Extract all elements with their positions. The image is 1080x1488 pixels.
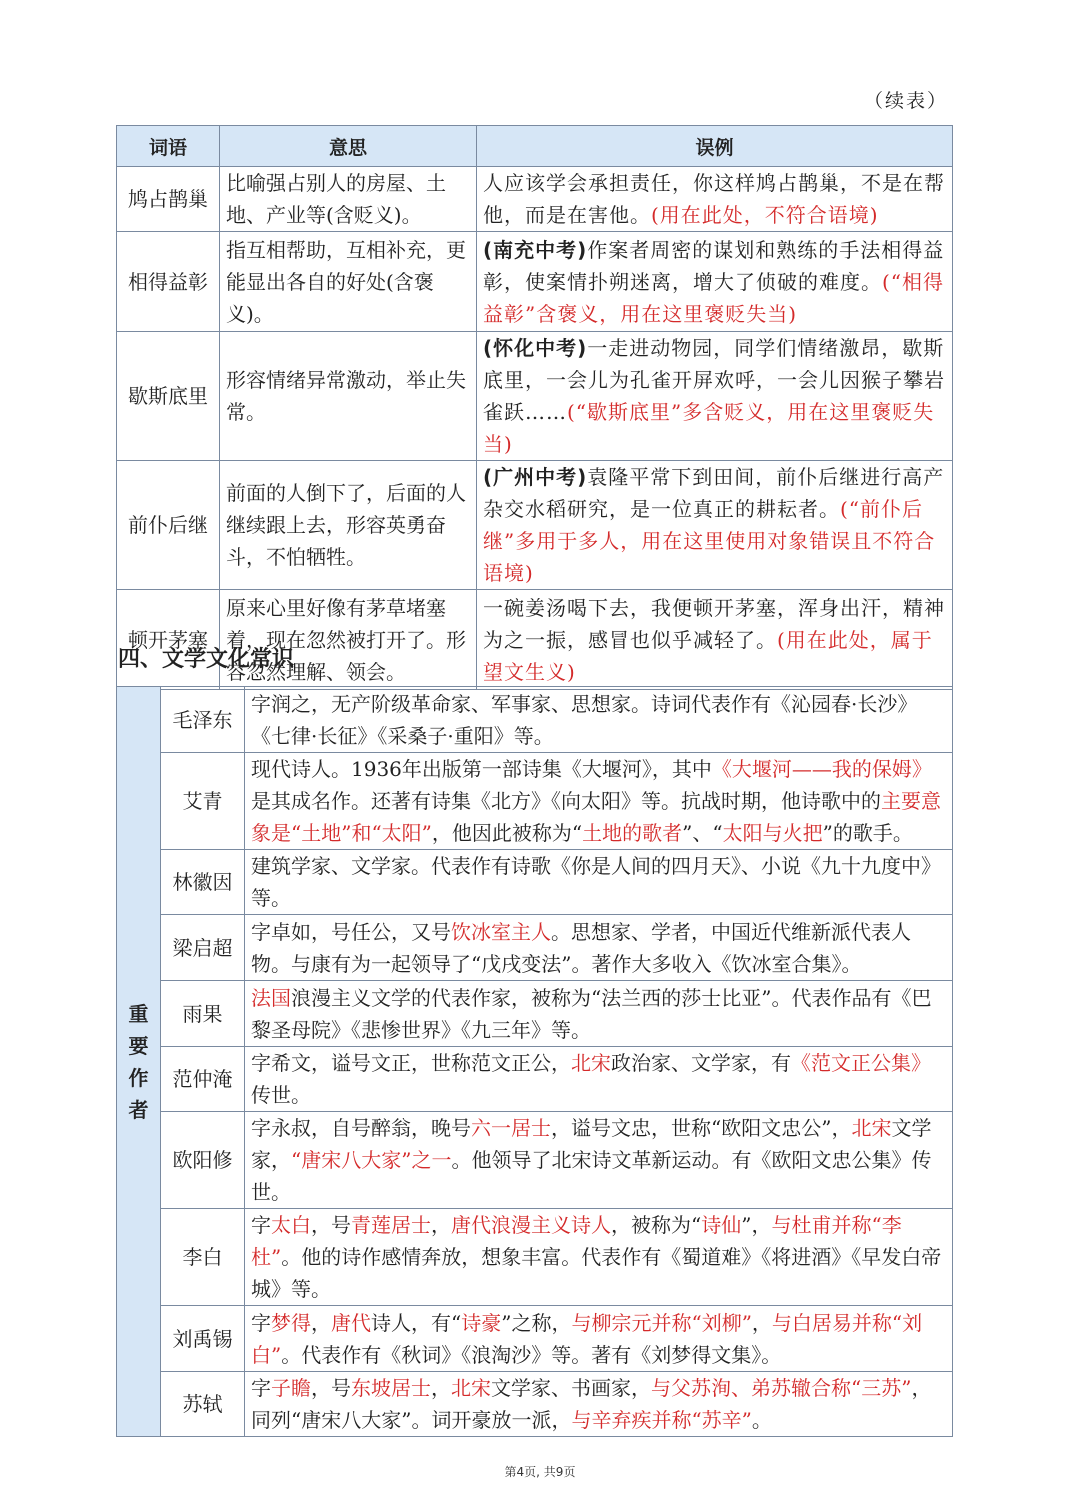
highlight-text: 东坡居士	[351, 1376, 431, 1400]
error-note: (用在此处，不符合语境)	[651, 203, 879, 227]
description-text: ，	[431, 1376, 451, 1400]
vocab-meaning: 比喻强占别人的房屋、土地、产业等(含贬义)。	[220, 167, 477, 232]
description-text: 。代表作有《秋词》《浪淘沙》等。著有《刘梦得文集》。	[281, 1342, 782, 1367]
error-note: (“前仆后继”多用于多人，用在这里使用对象错误且不符合语境)	[483, 497, 936, 585]
vocab-row	[117, 232, 953, 332]
highlight-text: 诗仙	[701, 1213, 742, 1237]
highlight-text: 与白居易并称“刘白”	[251, 1310, 923, 1367]
vocab-row	[117, 461, 953, 590]
section-heading: 四、文学文化常识	[118, 647, 295, 672]
exam-source-tag: (怀化中考)	[483, 336, 588, 360]
example-sentence: 一碗姜汤喝下去，我便顿开茅塞，浑身出汗，精神为之一振，感冒也似乎减轻了。	[483, 595, 945, 652]
description-text: 字	[251, 1376, 271, 1400]
highlight-text: 梦得	[271, 1310, 311, 1335]
author-name: 林徽因	[161, 850, 245, 915]
description-text: ，号	[311, 1213, 351, 1237]
description-text: 字希文，谥号文正，世称范文正公，	[251, 1051, 571, 1075]
author-row	[117, 981, 953, 1047]
description-text: ”、“	[682, 821, 723, 845]
side-label-char: 要	[128, 1033, 149, 1058]
continued-label: （续表）	[863, 90, 948, 112]
vocab-meaning: 原来心里好像有茅草堵塞着，现在忽然被打开了。形容忽然理解、领会。	[220, 590, 477, 690]
highlight-text: 太阳与火把	[722, 821, 823, 845]
author-row	[117, 1112, 953, 1209]
highlight-text: 诗豪	[461, 1310, 502, 1335]
highlight-text: 子瞻	[271, 1376, 311, 1400]
highlight-text: 北宋	[851, 1116, 892, 1140]
author-description	[245, 753, 953, 850]
side-label-char: 重	[128, 1001, 149, 1026]
description-text: 字润之，无产阶级革命家、军事家、思想家。诗词代表作有《沁园春·长沙》《七律·长征》《采桑子·重阳》等。	[251, 691, 918, 748]
vocab-example	[477, 332, 953, 461]
author-row	[117, 1372, 953, 1437]
vocab-row	[117, 332, 953, 461]
vocab-word: 相得益彰	[117, 232, 220, 332]
highlight-text: 主要意象是“土地”和“太阳”	[251, 789, 941, 845]
vocab-meaning: 指互相帮助，互相补充，更能显出各自的好处(含褒义)。	[220, 232, 477, 332]
author-row	[117, 1047, 953, 1112]
highlight-text: 青莲居士	[351, 1213, 431, 1237]
highlight-text: 与父苏洵、弟苏辙合称“三苏”	[651, 1376, 912, 1400]
author-name: 欧阳修	[161, 1112, 245, 1209]
author-row	[117, 1209, 953, 1306]
description-text: 。他领导了北宋诗文革新运动。有《欧阳文忠公集》传世。	[251, 1148, 932, 1204]
header-meaning: 意思	[220, 126, 477, 167]
author-name: 艾青	[161, 753, 245, 850]
example-sentence: 袁隆平常下到田间，前仆后继进行高产杂交水稻研究，是一位真正的耕耘者。	[483, 465, 945, 521]
description-text: 是其成名作。还著有诗集《北方》《向太阳》等。抗战时期，他诗歌中的	[251, 789, 881, 813]
highlight-text: 唐代浪漫主义诗人	[451, 1213, 611, 1237]
description-text: ，	[311, 1310, 331, 1335]
description-text: 建筑学家、文学家。代表作有诗歌《你是人间的四月天》、小说《九十九度中》等。	[251, 854, 941, 910]
highlight-text: 唐代	[331, 1310, 371, 1335]
description-text: 。思想家、学者，中国近代维新派代表人物。与康有为一起领导了“戊戌变法”。著作大多收入《饮冰室合集》。	[251, 919, 911, 976]
description-text: ，	[431, 1213, 451, 1237]
error-note: (用在此处，属于望文生义)	[483, 627, 933, 684]
vocab-table	[116, 125, 953, 690]
author-name: 梁启超	[161, 915, 245, 981]
highlight-text: 《大堰河——我的保姆》	[711, 757, 932, 781]
author-description	[245, 850, 953, 915]
author-name: 苏轼	[161, 1372, 245, 1437]
description-text: 字	[251, 1310, 271, 1335]
author-row	[117, 687, 953, 753]
page-footer: 第4页, 共9页	[504, 1465, 576, 1479]
highlight-text: 北宋	[571, 1051, 611, 1075]
side-label-char: 者	[128, 1097, 149, 1122]
author-name: 刘禹锡	[161, 1306, 245, 1372]
description-text: ，被称为“	[611, 1213, 702, 1237]
error-note: (“歇斯底里”多含贬义，用在这里褒贬失当)	[483, 400, 935, 456]
description-text: ”，	[741, 1213, 772, 1237]
description-text: 字永叔，自号醉翁，晚号	[251, 1116, 471, 1140]
example-sentence: 人应该学会承担责任，你这样鸠占鹊巢，不是在帮他，而是在害他。	[483, 171, 945, 227]
vocab-example	[477, 461, 953, 590]
side-label	[117, 687, 161, 1437]
description-text: 。他的诗作感情奔放，想象丰富。代表作有《蜀道难》《将进酒》《早发白帝城》等。	[251, 1245, 942, 1301]
vocab-word: 前仆后继	[117, 461, 220, 590]
authors-table	[116, 686, 953, 1437]
vocab-row	[117, 167, 953, 232]
highlight-text: 与柳宗元并称“刘柳”	[571, 1310, 752, 1335]
author-description	[245, 1112, 953, 1209]
description-text: 文学家、书画家，	[491, 1376, 651, 1400]
author-description	[245, 1209, 953, 1306]
description-text: ，谥号文忠，世称“欧阳文忠公”，	[551, 1116, 852, 1140]
description-text: 浪漫主义文学的代表作家，被称为“法兰西的莎士比亚”。代表作品有《巴黎圣母院》《悲惨世界》《九三年》等。	[251, 985, 932, 1042]
vocab-meaning: 形容情绪异常激动，举止失常。	[220, 332, 477, 461]
description-text: ，他因此被称为“	[431, 821, 583, 845]
author-name: 范仲淹	[161, 1047, 245, 1112]
description-text: ，	[751, 1310, 772, 1335]
exam-source-tag: (广州中考)	[483, 465, 588, 489]
exam-source-tag: (南充中考)	[483, 237, 588, 262]
vocab-word: 歇斯底里	[117, 332, 220, 461]
description-text: 政治家、文学家，有	[611, 1051, 791, 1075]
vocab-header-row	[117, 126, 953, 167]
highlight-text: 土地的歌者	[582, 821, 683, 845]
author-row	[117, 753, 953, 850]
example-sentence: 一走进动物园，同学们情绪激昂，歇斯底里，一会儿为孔雀开屏欢呼，一会儿因猴子攀岩雀跃……	[483, 336, 945, 424]
highlight-text: 太白	[271, 1213, 311, 1237]
description-text: 诗人，有“	[371, 1310, 462, 1335]
description-text: ”之称，	[501, 1310, 572, 1335]
highlight-text: 饮冰室主人	[451, 919, 551, 944]
highlight-text: 与辛弃疾并称“苏辛”	[571, 1408, 752, 1432]
author-description	[245, 915, 953, 981]
header-word: 词语	[117, 126, 220, 167]
description-text: 文学家，	[251, 1116, 932, 1172]
author-description	[245, 1372, 953, 1437]
highlight-text: 《范文正公集》	[791, 1051, 931, 1075]
description-text: 字卓如，号任公，又号	[251, 919, 451, 944]
author-name: 李白	[161, 1209, 245, 1306]
description-text: 字	[251, 1213, 271, 1237]
author-description	[245, 1306, 953, 1372]
vocab-word: 鸠占鹊巢	[117, 167, 220, 232]
vocab-meaning: 前面的人倒下了，后面的人继续跟上去，形容英勇奋斗，不怕牺牲。	[220, 461, 477, 590]
side-label-char: 作	[128, 1065, 149, 1090]
vocab-example	[477, 232, 953, 332]
description-text: ，号	[311, 1376, 351, 1400]
author-name: 雨果	[161, 981, 245, 1047]
author-row	[117, 915, 953, 981]
highlight-text: 六一居士	[471, 1116, 551, 1140]
highlight-text: 法国	[251, 985, 291, 1010]
author-row	[117, 850, 953, 915]
example-sentence: 作案者周密的谋划和熟练的手法相得益彰，使案情扑朔迷离，增大了侦破的难度。	[483, 237, 945, 294]
highlight-text: 北宋	[451, 1376, 491, 1400]
description-text: ，同列“唐宋八大家”。词开豪放一派，	[251, 1376, 932, 1432]
author-description	[245, 1047, 953, 1112]
vocab-word: 顿开茅塞	[117, 590, 220, 690]
vocab-row	[117, 590, 953, 690]
author-description	[245, 981, 953, 1047]
description-text: 传世。	[251, 1083, 311, 1107]
highlight-text: 与杜甫并称“李杜”	[251, 1213, 902, 1269]
highlight-text: “唐宋八大家”之一	[291, 1148, 452, 1172]
description-text: 现代诗人。1936年出版第一部诗集《大堰河》，其中	[251, 757, 712, 781]
author-name: 毛泽东	[161, 687, 245, 753]
description-text: 。	[751, 1408, 772, 1432]
author-description	[245, 687, 953, 753]
description-text: ”的歌手。	[822, 821, 913, 845]
vocab-example	[477, 167, 953, 232]
author-row	[117, 1306, 953, 1372]
vocab-example	[477, 590, 953, 690]
error-note: (“相得益彰”含褒义，用在这里褒贬失当)	[483, 269, 945, 326]
header-example: 误例	[477, 126, 953, 167]
